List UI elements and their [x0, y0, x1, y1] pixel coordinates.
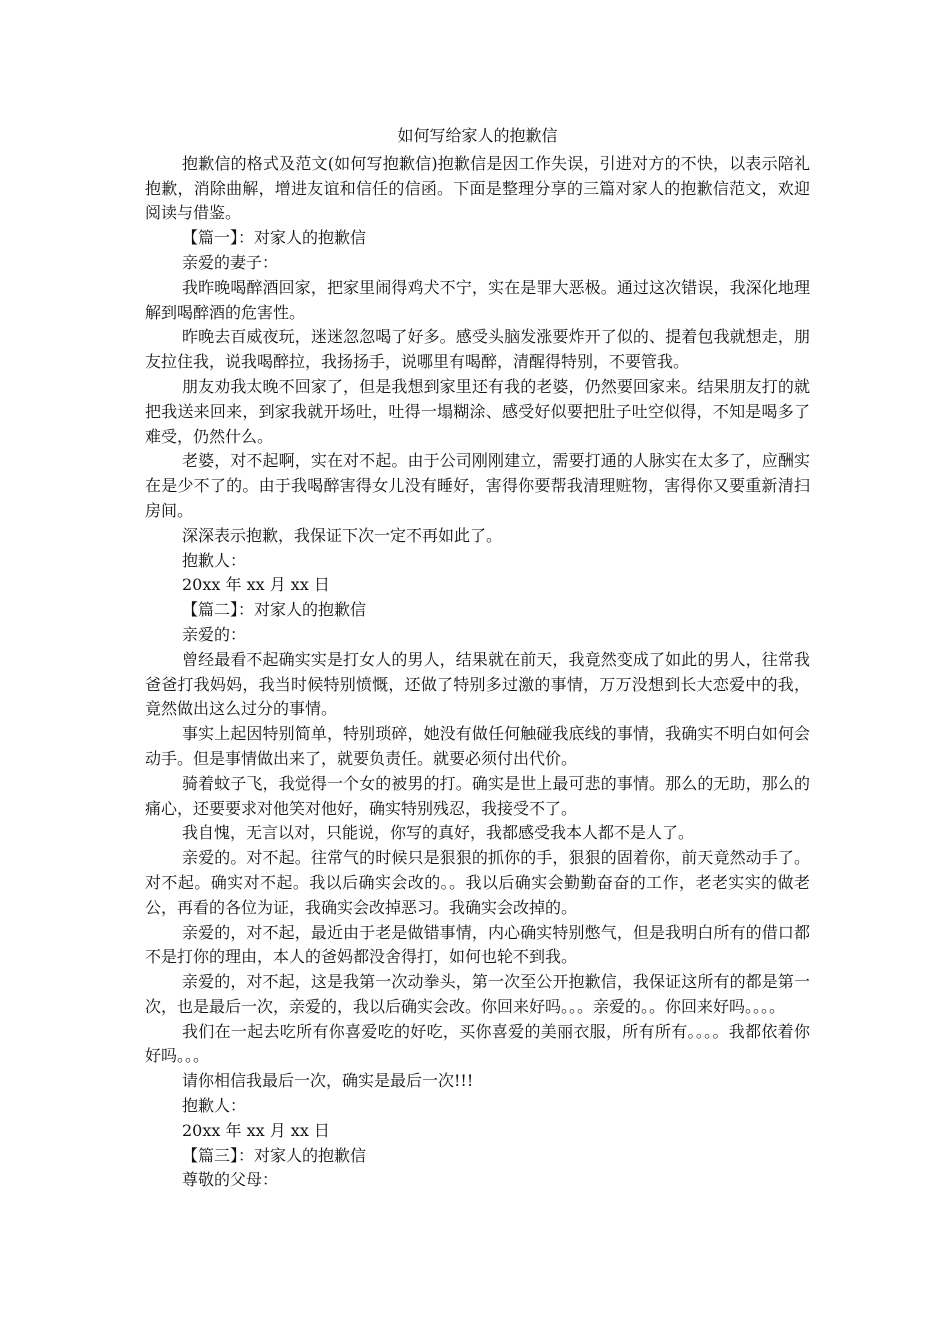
body-paragraph: 曾经最看不起确实实是打女人的男人，结果就在前天，我竟然变成了如此的男人，往常我爸爸打我妈妈，我当时候特别愤慨，还做了特别多过激的事情，万万没想到长大恋爱中的我，竟然做出这么过分的事情。 — [145, 649, 810, 719]
section-heading-2: 【篇二】：对家人的抱歉信 — [182, 600, 367, 620]
section-heading-1: 【篇一】：对家人的抱歉信 — [182, 228, 367, 248]
document-body — [145, 152, 810, 1193]
signature-label: 抱歉人： — [182, 1096, 247, 1116]
salutation: 尊敬的父母： — [182, 1170, 279, 1190]
salutation: 亲爱的： — [182, 624, 247, 644]
body-paragraph: 深深表示抱歉，我保证下次一定不再如此了。 — [182, 525, 503, 545]
body-paragraph: 昨晚去百威夜玩，迷迷忽忽喝了好多。感受头脑发涨要炸开了似的、提着包我就想走，朋友拉住我，说我喝醉拉，我扬扬手，说哪里有喝醉，清醒得特别，不要管我。 — [145, 327, 810, 372]
signature-date: 20xx 年 xx 月 xx 日 — [182, 575, 330, 595]
body-paragraph: 请你相信我最后一次，确实是最后一次!!! — [182, 1071, 474, 1091]
body-paragraph: 我自愧，无言以对，只能说，你写的真好，我都感受我本人都不是人了。 — [182, 823, 695, 843]
body-paragraph: 亲爱的，对不起，这是我第一次动拳头，第一次至公开抱歉信，我保证这所有的都是第一次，也是最后一次，亲爱的，我以后确实会改。你回来好吗。。。亲爱的。。你回来好吗。。。。 — [145, 972, 810, 1016]
body-paragraph: 亲爱的，对不起，最近由于老是做错事情，内心确实特别憋气，但是我明白所有的借口都不是打你的理由，本人的爸妈都没舍得打，如何也轮不到我。 — [145, 922, 810, 967]
document-title: 如何写给家人的抱歉信 — [397, 126, 558, 145]
body-paragraph: 我们在一起去吃所有你喜爱吃的好吃，买你喜爱的美丽衣服，所有所有。。。。我都依着你好吗。。。 — [145, 1021, 810, 1066]
section-heading-3: 【篇三】：对家人的抱歉信 — [182, 1145, 367, 1165]
body-paragraph: 亲爱的。对不起。往常气的时候只是狠狠的抓你的手，狠狠的固着你，前天竟然动手了。对不起。确实对不起。我以后确实会改的。。我以后确实会勤勤奋奋的工作，老老实实的做老公，再看的各位为证，我确实会改掉恶习。我确实会改掉的。 — [145, 848, 810, 917]
body-paragraph: 老婆，对不起啊，实在对不起。由于公司刚刚建立，需要打通的人脉实在太多了，应酬实在是少不了的。由于我喝醉害得女儿没有睡好，害得你要帮我清理赃物，害得你又要重新清扫房间。 — [145, 451, 810, 520]
body-paragraph: 朋友劝我太晚不回家了，但是我想到家里还有我的老婆，仍然要回家来。结果朋友打的就把我送来回来，到家我就开场吐，吐得一塌糊涂、感受好似要把肚子吐空似得，不知是喝多了难受，仍然什么。 — [145, 376, 810, 446]
body-paragraph: 我昨晚喝醉酒回家，把家里闹得鸡犬不宁，实在是罪大恶极。通过这次错误，我深化地理解到喝醉酒的危害性。 — [145, 277, 810, 322]
signature-date: 20xx 年 xx 月 xx 日 — [182, 1120, 330, 1140]
intro-paragraph: 抱歉信的格式及范文(如何写抱歉信)抱歉信是因工作失误，引进对方的不快，以表示陪礼抱歉，消除曲解，增进友谊和信任的信函。下面是整理分享的三篇对家人的抱歉信范文，欢迎阅读与借鉴。 — [145, 153, 810, 223]
salutation: 亲爱的妻子： — [182, 252, 279, 272]
body-paragraph: 骑着蚊子飞，我觉得一个女的被男的打。确实是世上最可悲的事情。那么的无助，那么的痛心，还要要求对他笑对他好，确实特别残忍，我接受不了。 — [145, 773, 810, 818]
body-paragraph: 事实上起因特别简单，特别琐碎，她没有做任何触碰我底线的事情，我确实不明白如何会动手。但是事情做出来了，就要负责任。就要必须付出代价。 — [145, 724, 810, 768]
signature-label: 抱歉人： — [182, 550, 247, 570]
